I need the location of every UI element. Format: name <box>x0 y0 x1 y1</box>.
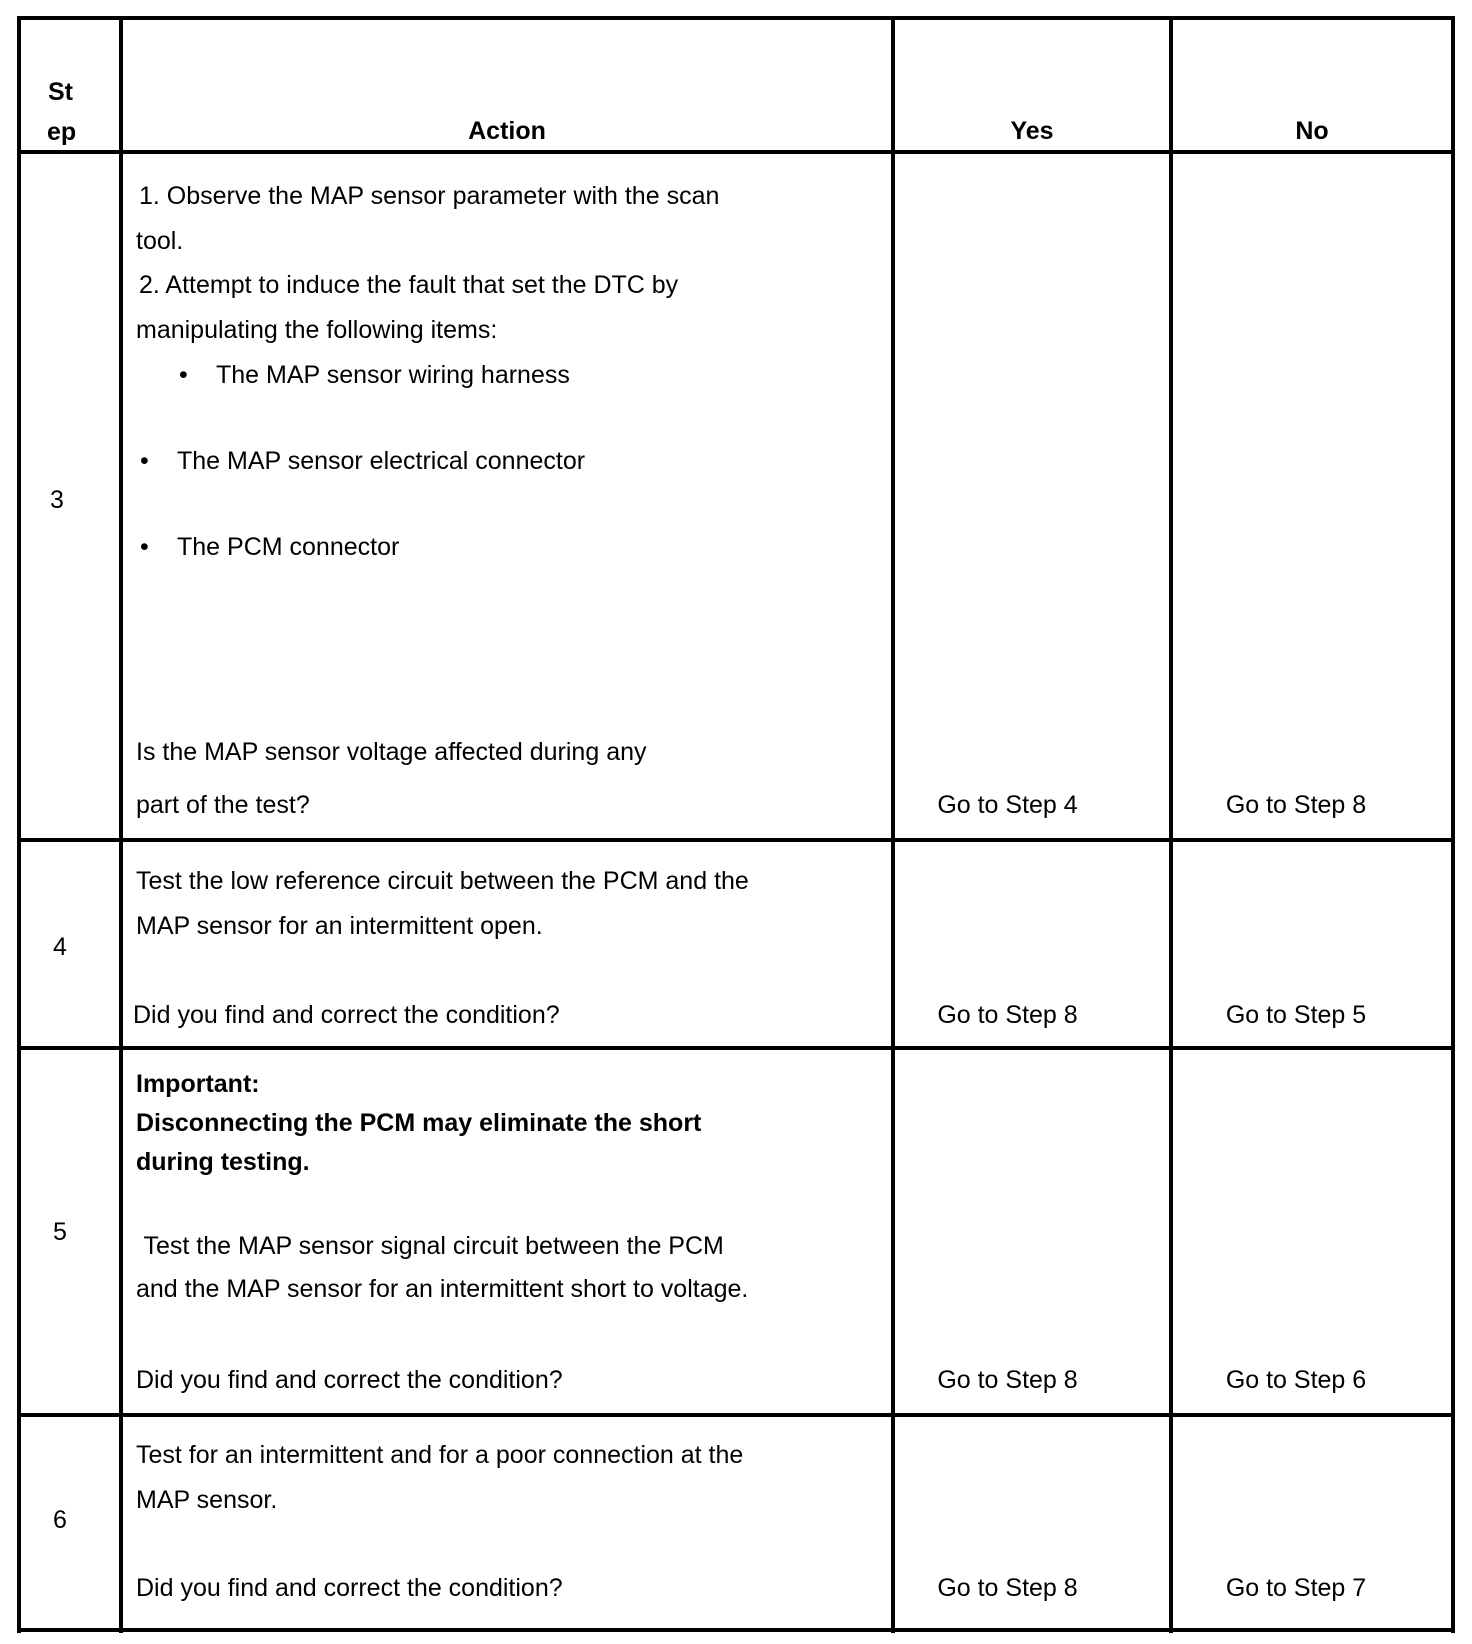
no-result: Go to Step 7 <box>1225 1574 1367 1602</box>
bullet-item: The MAP sensor electrical connector <box>177 447 586 475</box>
action-text: 1. Observe the MAP sensor parameter with the scan <box>139 182 720 210</box>
row-divider <box>17 1046 1455 1050</box>
bullet-dot: • <box>140 447 149 475</box>
header-no: No <box>1295 117 1329 145</box>
bullet-dot: • <box>140 533 149 561</box>
action-text: tool. <box>136 227 184 255</box>
action-question: Did you find and correct the condition? <box>136 1574 563 1602</box>
bullet-item: The PCM connector <box>177 533 400 561</box>
table-border-top <box>17 16 1455 20</box>
no-result: Go to Step 6 <box>1225 1366 1367 1394</box>
yes-result: Go to Step 8 <box>937 1366 1078 1394</box>
bullet-item: The MAP sensor wiring harness <box>216 361 570 389</box>
bullet-dot: • <box>179 361 188 389</box>
step-number: 6 <box>53 1506 67 1534</box>
action-question: Is the MAP sensor voltage affected during any <box>136 738 647 766</box>
table-border-left <box>17 17 21 1633</box>
column-divider <box>119 17 123 1633</box>
action-text: Test for an intermittent and for a poor connection at the <box>136 1441 744 1469</box>
action-question: Did you find and correct the condition? <box>136 1366 563 1394</box>
yes-result: Go to Step 4 <box>937 791 1078 819</box>
table-border-right <box>1451 17 1455 1633</box>
action-text: Test the MAP sensor signal circuit between the PCM <box>137 1232 724 1260</box>
important-note: during testing. <box>136 1148 310 1176</box>
important-note: Disconnecting the PCM may eliminate the short <box>136 1109 702 1137</box>
action-text: Test the low reference circuit between the PCM and the <box>136 867 749 895</box>
action-text: 2. Attempt to induce the fault that set the DTC by <box>139 271 679 299</box>
header-action: Action <box>468 117 546 145</box>
no-result: Go to Step 8 <box>1225 791 1367 819</box>
step-number: 4 <box>53 933 67 961</box>
step-number: 3 <box>50 486 64 514</box>
header-divider <box>17 150 1455 154</box>
header-step-line2: ep <box>47 118 77 146</box>
table-border-bottom <box>17 1628 1455 1632</box>
step-number: 5 <box>53 1218 67 1246</box>
action-text: MAP sensor. <box>136 1486 278 1514</box>
header-yes: Yes <box>1010 117 1054 145</box>
row-divider <box>17 1413 1455 1417</box>
action-question: Did you find and correct the condition? <box>133 1001 560 1029</box>
yes-result: Go to Step 8 <box>937 1001 1078 1029</box>
action-text: MAP sensor for an intermittent open. <box>136 912 543 940</box>
important-note: Important: <box>136 1070 260 1098</box>
action-text: manipulating the following items: <box>136 316 498 344</box>
no-result: Go to Step 5 <box>1225 1001 1367 1029</box>
row-divider <box>17 838 1455 842</box>
yes-result: Go to Step 8 <box>937 1574 1078 1602</box>
action-question: part of the test? <box>136 791 310 819</box>
action-text: and the MAP sensor for an intermittent short to voltage. <box>136 1275 749 1303</box>
header-step-line1: St <box>48 78 73 106</box>
